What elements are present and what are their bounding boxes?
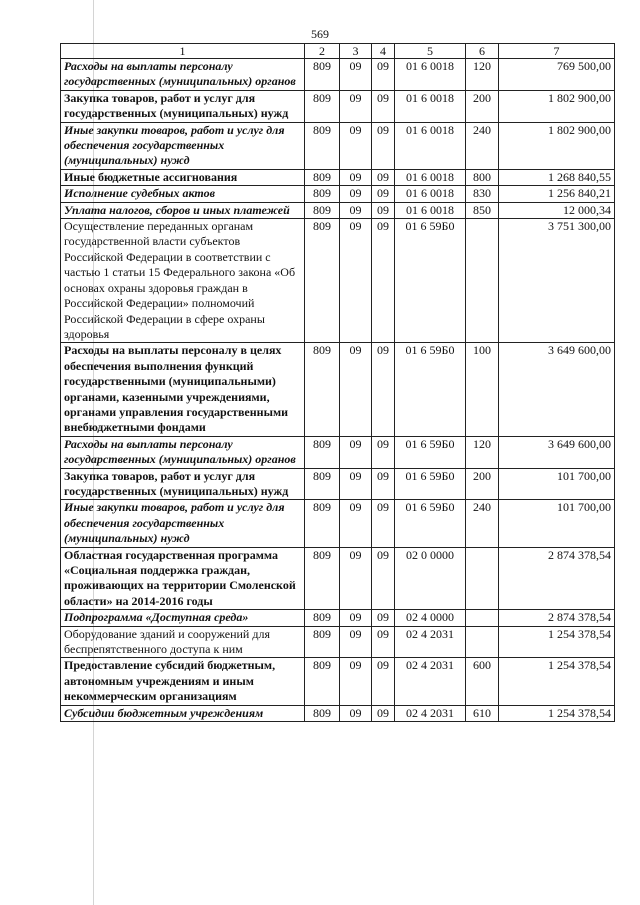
amount-cell: 3 649 600,00: [499, 343, 615, 436]
amount-cell: 3 751 300,00: [499, 219, 615, 343]
admin-code-cell: 809: [305, 202, 340, 218]
amount-cell: 1 254 378,54: [499, 658, 615, 705]
target-article-cell: 01 6 59Б0: [395, 500, 466, 547]
table-body: [61, 59, 615, 722]
expense-type-cell: 120: [466, 59, 499, 91]
table-row: [61, 610, 615, 626]
row-name-cell: Уплата налогов, сборов и иных платежей: [61, 202, 305, 218]
column-header: 7: [499, 44, 615, 59]
section-cell: 09: [340, 705, 372, 721]
admin-code-cell: 809: [305, 547, 340, 610]
target-article-cell: 02 4 2031: [395, 626, 466, 658]
target-article-cell: 02 4 2031: [395, 705, 466, 721]
admin-code-cell: 809: [305, 436, 340, 468]
expense-type-cell: 850: [466, 202, 499, 218]
amount-cell: 1 802 900,00: [499, 90, 615, 122]
row-name-cell: Предоставление субсидий бюджетным, автономным учреждениям и иным некоммерческим организациям: [61, 658, 305, 705]
subsection-cell: 09: [372, 436, 395, 468]
section-cell: 09: [340, 59, 372, 91]
amount-cell: 101 700,00: [499, 500, 615, 547]
section-cell: 09: [340, 219, 372, 343]
column-header: 3: [340, 44, 372, 59]
target-article-cell: 01 6 0018: [395, 90, 466, 122]
expense-type-cell: 120: [466, 436, 499, 468]
admin-code-cell: 809: [305, 468, 340, 500]
subsection-cell: 09: [372, 59, 395, 91]
section-cell: 09: [340, 658, 372, 705]
expense-type-cell: 800: [466, 169, 499, 185]
column-header: 1: [61, 44, 305, 59]
admin-code-cell: 809: [305, 59, 340, 91]
expense-type-cell: [466, 219, 499, 343]
table-row: [61, 122, 615, 169]
budget-table: [60, 43, 615, 722]
admin-code-cell: 809: [305, 658, 340, 705]
row-name-cell: Иные бюджетные ассигнования: [61, 169, 305, 185]
target-article-cell: 01 6 0018: [395, 202, 466, 218]
amount-cell: 2 874 378,54: [499, 610, 615, 626]
admin-code-cell: 809: [305, 705, 340, 721]
amount-cell: 1 256 840,21: [499, 186, 615, 202]
row-name-cell: Расходы на выплаты персоналу в целях обеспечения выполнения функций государственными (муниципальными) органами, казенными учреждениями, органами управления государственными внебюджетными фондами: [61, 343, 305, 436]
section-cell: 09: [340, 610, 372, 626]
amount-cell: 1 254 378,54: [499, 705, 615, 721]
expense-type-cell: [466, 626, 499, 658]
subsection-cell: 09: [372, 343, 395, 436]
amount-cell: 1 268 840,55: [499, 169, 615, 185]
section-cell: 09: [340, 626, 372, 658]
subsection-cell: 09: [372, 626, 395, 658]
table-row: [61, 59, 615, 91]
expense-type-cell: 610: [466, 705, 499, 721]
expense-type-cell: 240: [466, 122, 499, 169]
row-name-cell: Расходы на выплаты персоналу государственных (муниципальных) органов: [61, 436, 305, 468]
row-name-cell: Оборудование зданий и сооружений для беспрепятственного доступа к ним: [61, 626, 305, 658]
row-name-cell: Исполнение судебных актов: [61, 186, 305, 202]
header-row: [61, 44, 615, 59]
expense-type-cell: 240: [466, 500, 499, 547]
section-cell: 09: [340, 186, 372, 202]
expense-type-cell: [466, 547, 499, 610]
target-article-cell: 01 6 59Б0: [395, 343, 466, 436]
subsection-cell: 09: [372, 705, 395, 721]
target-article-cell: 01 6 0018: [395, 122, 466, 169]
target-article-cell: 01 6 0018: [395, 169, 466, 185]
subsection-cell: 09: [372, 500, 395, 547]
target-article-cell: 02 4 0000: [395, 610, 466, 626]
subsection-cell: 09: [372, 219, 395, 343]
amount-cell: 769 500,00: [499, 59, 615, 91]
section-cell: 09: [340, 500, 372, 547]
target-article-cell: 01 6 59Б0: [395, 468, 466, 500]
row-name-cell: Иные закупки товаров, работ и услуг для обеспечения государственных (муниципальных) нужд: [61, 122, 305, 169]
target-article-cell: 01 6 59Б0: [395, 219, 466, 343]
subsection-cell: 09: [372, 122, 395, 169]
admin-code-cell: 809: [305, 219, 340, 343]
subsection-cell: 09: [372, 202, 395, 218]
table-row: [61, 169, 615, 185]
amount-cell: 2 874 378,54: [499, 547, 615, 610]
section-cell: 09: [340, 202, 372, 218]
admin-code-cell: 809: [305, 186, 340, 202]
target-article-cell: 01 6 59Б0: [395, 436, 466, 468]
expense-type-cell: 200: [466, 90, 499, 122]
table-row: [61, 90, 615, 122]
row-name-cell: Иные закупки товаров, работ и услуг для обеспечения государственных (муниципальных) нужд: [61, 500, 305, 547]
row-name-cell: Субсидии бюджетным учреждениям: [61, 705, 305, 721]
table-row: [61, 468, 615, 500]
admin-code-cell: 809: [305, 90, 340, 122]
admin-code-cell: 809: [305, 343, 340, 436]
row-name-cell: Подпрограмма «Доступная среда»: [61, 610, 305, 626]
target-article-cell: 01 6 0018: [395, 186, 466, 202]
table-row: [61, 219, 615, 343]
amount-cell: 1 254 378,54: [499, 626, 615, 658]
expense-type-cell: [466, 610, 499, 626]
admin-code-cell: 809: [305, 626, 340, 658]
column-header: 6: [466, 44, 499, 59]
column-header: 2: [305, 44, 340, 59]
row-name-cell: Закупка товаров, работ и услуг для государственных (муниципальных) нужд: [61, 468, 305, 500]
column-header: 4: [372, 44, 395, 59]
subsection-cell: 09: [372, 468, 395, 500]
row-name-cell: Закупка товаров, работ и услуг для государственных (муниципальных) нужд: [61, 90, 305, 122]
admin-code-cell: 809: [305, 169, 340, 185]
row-name-cell: Расходы на выплаты персоналу государственных (муниципальных) органов: [61, 59, 305, 91]
subsection-cell: 09: [372, 169, 395, 185]
section-cell: 09: [340, 90, 372, 122]
subsection-cell: 09: [372, 610, 395, 626]
amount-cell: 3 649 600,00: [499, 436, 615, 468]
admin-code-cell: 809: [305, 610, 340, 626]
subsection-cell: 09: [372, 547, 395, 610]
subsection-cell: 09: [372, 90, 395, 122]
page-number: 569: [311, 27, 329, 41]
table-row: [61, 705, 615, 721]
amount-cell: 101 700,00: [499, 468, 615, 500]
table-row: [61, 343, 615, 436]
table-row: [61, 186, 615, 202]
section-cell: 09: [340, 169, 372, 185]
table-row: [61, 500, 615, 547]
subsection-cell: 09: [372, 658, 395, 705]
table-row: [61, 436, 615, 468]
column-header: 5: [395, 44, 466, 59]
target-article-cell: 02 0 0000: [395, 547, 466, 610]
row-name-cell: Осуществление переданных органам государственной власти субъектов Российской Федерации в соответствии с частью 1 статьи 15 Федерального закона «Об основах охраны здоровья граждан в Российской Федерации» полномочий Российской Федерации в сфере охраны здоровья: [61, 219, 305, 343]
table-row: [61, 626, 615, 658]
target-article-cell: 01 6 0018: [395, 59, 466, 91]
table-row: [61, 658, 615, 705]
subsection-cell: 09: [372, 186, 395, 202]
target-article-cell: 02 4 2031: [395, 658, 466, 705]
section-cell: 09: [340, 468, 372, 500]
admin-code-cell: 809: [305, 500, 340, 547]
section-cell: 09: [340, 122, 372, 169]
row-name-cell: Областная государственная программа «Социальная поддержка граждан, проживающих на территории Смоленской области» на 2014-2016 годы: [61, 547, 305, 610]
expense-type-cell: 100: [466, 343, 499, 436]
amount-cell: 1 802 900,00: [499, 122, 615, 169]
amount-cell: 12 000,34: [499, 202, 615, 218]
expense-type-cell: 830: [466, 186, 499, 202]
table-row: [61, 547, 615, 610]
section-cell: 09: [340, 436, 372, 468]
expense-type-cell: 600: [466, 658, 499, 705]
admin-code-cell: 809: [305, 122, 340, 169]
section-cell: 09: [340, 343, 372, 436]
expense-type-cell: 200: [466, 468, 499, 500]
section-cell: 09: [340, 547, 372, 610]
table-row: [61, 202, 615, 218]
